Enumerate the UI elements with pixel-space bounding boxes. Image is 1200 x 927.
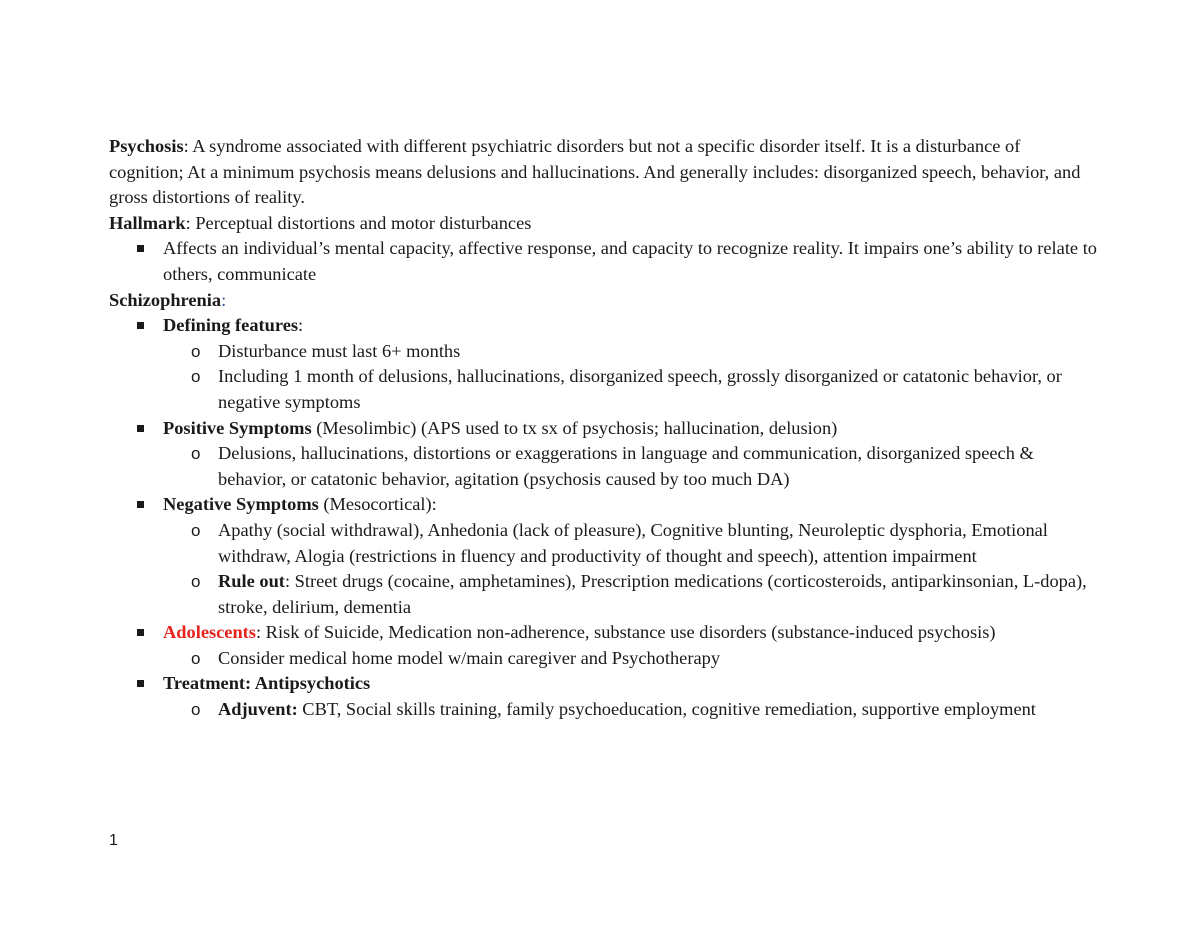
circle-bullet-icon: o <box>191 700 201 720</box>
negative-item-text: Apathy (social withdrawal), Anhedonia (lack of pleasure), Cognitive blunting, Neuroleptic dysphoria, Emotional withdraw, Alogia (restrictions in fluency and productivity of thought and speech), attention impairment <box>218 519 1048 566</box>
defining-item-text: Including 1 month of delusions, hallucinations, disorganized speech, grossly disorganized or catatonic behavior, or negative symptoms <box>218 366 1062 412</box>
list-item <box>109 364 1099 415</box>
hallmark-term: Hallmark <box>109 212 186 233</box>
treatment-label: Treatment: Antipsychotics <box>163 673 371 694</box>
square-bullet-icon <box>137 425 144 432</box>
rule-out-text: : Street drugs (cocaine, amphetamines), Prescription medications (corticosteroids, antiparkinsonian, L-dopa), stroke, delirium, dementia <box>218 571 1087 617</box>
negative-symptoms-bullet <box>109 492 1099 518</box>
rule-out-label: Rule out <box>218 571 285 592</box>
square-bullet-icon <box>137 680 144 687</box>
circle-bullet-icon: o <box>191 520 201 540</box>
schizophrenia-colon: : <box>221 289 227 310</box>
adolescents-label: Adolescents <box>163 622 256 643</box>
adolescents-item-text: Consider medical home model w/main caregiver and Psychotherapy <box>218 647 721 668</box>
adolescents-bullet <box>109 620 1099 646</box>
square-bullet-icon <box>137 629 144 636</box>
list-item <box>109 697 1099 723</box>
hallmark-paragraph <box>109 211 1099 237</box>
negative-symptoms-label: Negative Symptoms <box>163 494 319 515</box>
list-item <box>109 339 1099 365</box>
circle-bullet-icon: o <box>191 444 201 464</box>
defining-features-bullet <box>109 313 1099 339</box>
hallmark-bullet <box>109 236 1099 287</box>
psychosis-definition: : A syndrome associated with different psychiatric disorders but not a specific disorder itself. It is a disturbance of cognition; At a minimum psychosis means delusions and hallucinations. And generally includes: disorganized speech, behavior, and gross distortions of reality. <box>109 136 1081 208</box>
defining-item-text: Disturbance must last 6+ months <box>218 340 461 361</box>
positive-symptoms-suffix: (Mesolimbic) (APS used to tx sx of psychosis; hallucination, delusion) <box>311 417 838 438</box>
psychosis-paragraph <box>109 134 1099 211</box>
positive-item-text: Delusions, hallucinations, distortions or exaggerations in language and communication, disorganized speech & behavior, or catatonic behavior, agitation (psychosis caused by too much DA) <box>218 443 1034 489</box>
circle-bullet-icon: o <box>191 648 201 668</box>
circle-bullet-icon: o <box>191 367 201 387</box>
adjuvent-text: CBT, Social skills training, family psychoeducation, cognitive remediation, supportive employment <box>297 699 1036 720</box>
positive-symptoms-bullet <box>109 416 1099 442</box>
square-bullet-icon <box>137 322 144 329</box>
defining-features-suffix: : <box>298 315 304 336</box>
positive-symptoms-label: Positive Symptoms <box>163 417 312 438</box>
list-item <box>109 518 1099 569</box>
psychosis-term: Psychosis <box>109 136 184 156</box>
hallmark-bullet-text: Affects an individual’s mental capacity, affective response, and capacity to recognize reality. It impairs one’s ability to relate to others, communicate <box>163 238 1097 284</box>
adjuvent-label: Adjuvent: <box>218 699 298 720</box>
list-item <box>109 569 1099 620</box>
schizophrenia-term: Schizophrenia <box>109 289 222 310</box>
page-number: 1 <box>109 832 118 849</box>
square-bullet-icon <box>137 245 144 252</box>
square-bullet-icon <box>137 501 144 508</box>
treatment-bullet <box>109 671 1099 697</box>
document-body <box>109 134 1099 723</box>
circle-bullet-icon: o <box>191 572 201 592</box>
schizophrenia-heading <box>109 288 1099 314</box>
adolescents-suffix: : Risk of Suicide, Medication non-adherence, substance use disorders (substance-induced psychosis) <box>255 622 996 643</box>
defining-features-label: Defining features <box>163 315 299 336</box>
hallmark-text: : Perceptual distortions and motor disturbances <box>185 212 532 233</box>
list-item <box>109 646 1099 672</box>
circle-bullet-icon: o <box>191 341 201 361</box>
negative-symptoms-suffix: (Mesocortical): <box>318 494 437 515</box>
list-item <box>109 441 1099 492</box>
